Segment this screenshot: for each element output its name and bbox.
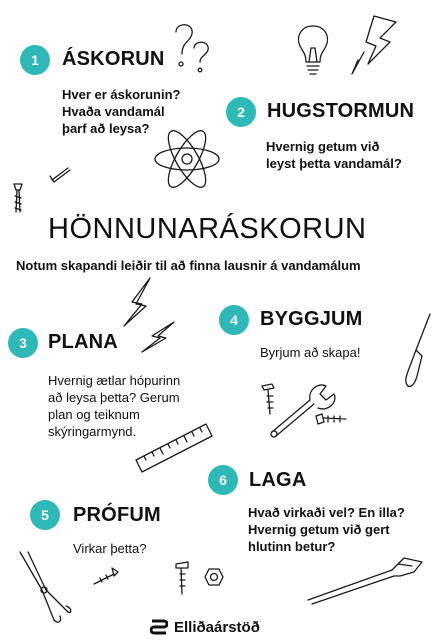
section-text-hugstormun: Hvernig getum við leyst þetta vandamál? — [266, 139, 402, 171]
lightning-icon — [118, 276, 188, 354]
ruler-icon — [132, 420, 214, 480]
logo-text: Elliðaárstöð — [174, 618, 260, 636]
section-title-profum: PRÓFUM — [73, 504, 161, 526]
screw-icon — [90, 566, 120, 586]
section-title-askorun: ÁSKORUN — [62, 48, 165, 70]
subtitle: Notum skapandi leiðir til að finna lausnir á vandamálum — [16, 258, 361, 273]
main-title: HÖNNUNARÁSKORUN — [48, 213, 367, 245]
section-text-plana: Hvernig ætlar hópurinn að leysa þetta? Gerum plan og teiknum skýringarmynd. — [48, 373, 181, 439]
lightbulb-icon — [292, 22, 334, 80]
step-number-4: 4 — [219, 305, 249, 335]
screwdriver-icon — [400, 310, 434, 390]
wrench-icon — [262, 380, 342, 438]
screw-icon — [174, 560, 190, 596]
nut-icon — [204, 568, 224, 586]
step-number-2: 2 — [226, 97, 256, 127]
lightning-icon — [346, 14, 402, 78]
pipe-wrench-icon — [304, 552, 424, 604]
pliers-icon — [14, 550, 74, 626]
screw-icon — [8, 182, 28, 216]
step-number-6: 6 — [208, 465, 238, 495]
section-text-askorun: Hver er áskorunin? Hvaða vandamál þarf að leysa? — [62, 87, 181, 136]
question-marks-icon — [168, 18, 216, 78]
step-number-5: 5 — [30, 500, 60, 530]
logo-icon — [150, 618, 168, 636]
atom-icon — [152, 128, 222, 190]
step-number-3: 3 — [8, 328, 38, 358]
section-title-plana: PLANA — [48, 331, 118, 353]
section-text-byggjum: Byrjum að skapa! — [260, 345, 361, 360]
section-title-byggjum: BYGGJUM — [260, 308, 363, 330]
section-text-laga: Hvað virkaði vel? En illa? Hvernig getum við gert hlutinn betur? — [248, 505, 405, 554]
logo — [150, 618, 260, 636]
section-title-hugstormun: HUGSTORMUN — [267, 100, 415, 122]
section-title-laga: LAGA — [249, 469, 307, 491]
screw-icon — [48, 162, 74, 186]
step-number-1: 1 — [20, 45, 50, 75]
screw-icon — [314, 412, 348, 426]
section-text-profum: Virkar þetta? — [73, 541, 147, 556]
